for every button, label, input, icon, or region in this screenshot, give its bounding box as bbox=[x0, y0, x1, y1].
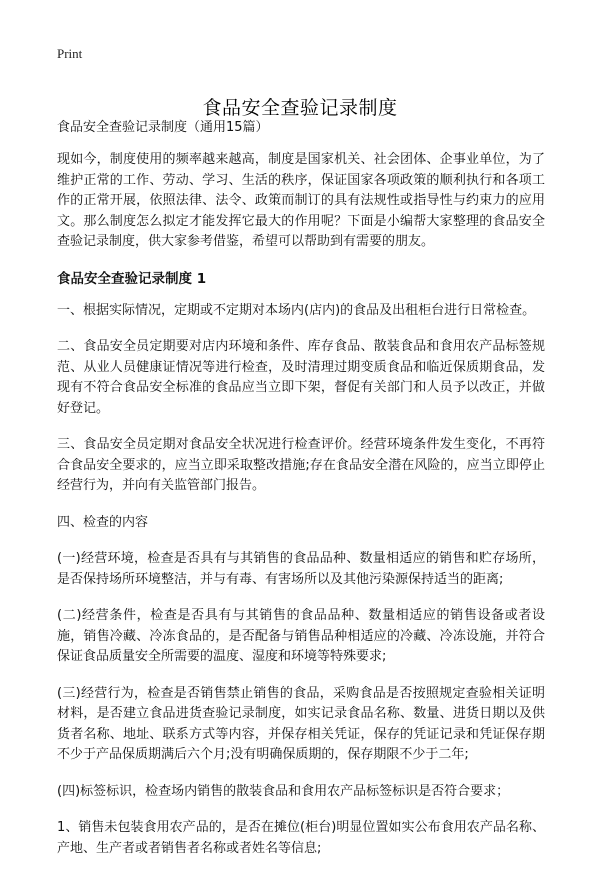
document-subtitle: 食品安全查验记录制度（通用15篇） bbox=[57, 120, 269, 135]
page-title: 食品安全查验记录制度 bbox=[202, 96, 398, 119]
paragraph-6: (二)经营条件，检查是否具有与其销售的食品品种、数量相适应的销售设备或者设施，销售冷藏、冷冻食品的，是否配备与销售品种相适应的冷藏、冷冻设施，并符合保证食品质量安全所需要的温度、湿度和环境等特殊要求; bbox=[57, 608, 545, 664]
section-heading: 食品安全查验记录制度 1 bbox=[57, 270, 207, 287]
intro-paragraph: 现如今，制度使用的频率越来越高，制度是国家机关、社会团体、企事业单位，为了维护正常的工作、劳动、学习、生活的秩序，保证国家各项政策的顺利执行和各项工作的正常开展，依照法律、法令、政策而制订的具有法规性或指导性与约束力的应用文。那么制度怎么拟定才能发挥它最大的作用呢？下面是小编帮大家整理的食品安全查验记录制度，供大家参考借鉴，希望可以帮助到有需要的朋友。 bbox=[57, 152, 545, 249]
paragraph-2: 二、食品安全员定期要对店内环境和条件、库存食品、散装食品和食用农产品标签规范、从业人员健康证情况等进行检查，及时清理过期变质食品和临近保质期食品，发现有不符合食品安全标准的食品应当立即下架，督促有关部门和人员予以改正，并做好登记。 bbox=[57, 339, 545, 416]
paragraph-7: (三)经营行为，检查是否销售禁止销售的食品，采购食品是否按照规定查验相关证明材料，是否建立食品进货查验记录制度，如实记录食品名称、数量、进货日期以及供货者名称、地址、联系方式等内容，并保存相关凭证，保存的凭证记录和凭证保存期不少于产品保质期满后六个月;没有明确保质期的，保存期限不少于二年; bbox=[57, 685, 545, 762]
paragraph-9: 1、销售未包装食用农产品的，是否在摊位(柜台)明显位置如实公布食用农产品名称、产地、生产者或者销售者名称或者姓名等信息; bbox=[57, 820, 545, 856]
paragraph-4: 四、检查的内容 bbox=[57, 514, 149, 530]
paragraph-1: 一、根据实际情况，定期或不定期对本场内(店内)的食品及出租柜台进行日常检查。 bbox=[57, 302, 536, 318]
print-link[interactable]: Print bbox=[57, 46, 83, 61]
document-body bbox=[57, 118, 545, 875]
paragraph-5: (一)经营环境，检查是否具有与其销售的食品品种、数量相适应的销售和贮存场所，是否保持场所环境整洁，并与有毒、有害场所以及其他污染源保持适当的距离; bbox=[57, 551, 545, 587]
paragraph-3: 三、食品安全员定期对食品安全状况进行检查评价。经营环境条件发生变化，不再符合食品安全要求的，应当立即采取整改措施;存在食品安全潜在风险的，应当立即停止经营行为，并向有关监管部门报告。 bbox=[57, 437, 545, 493]
paragraph-8: (四)标签标识，检查场内销售的散装食品和食用农产品标签标识是否符合要求； bbox=[57, 783, 510, 799]
